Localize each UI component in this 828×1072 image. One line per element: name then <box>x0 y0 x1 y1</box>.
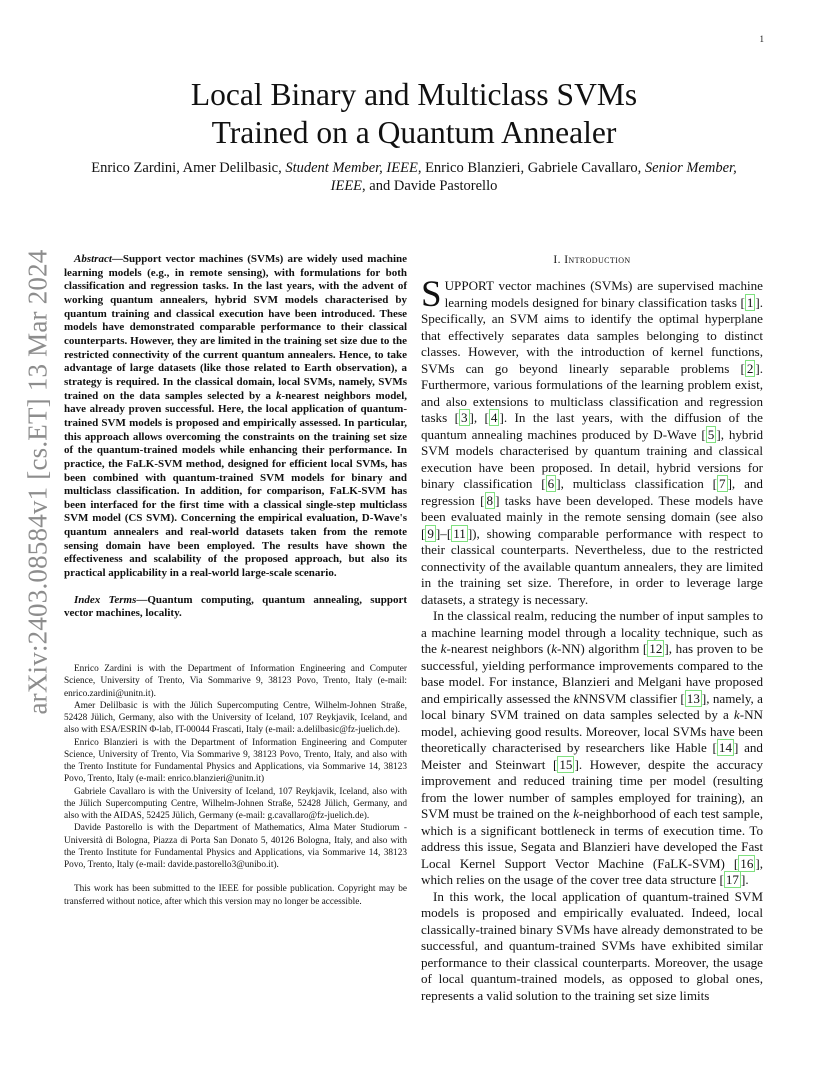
section-title: Introduction <box>564 254 631 266</box>
paper-title <box>0 76 828 152</box>
index-terms-label: Index Terms <box>74 593 137 606</box>
citation-link[interactable]: 14 <box>718 740 733 755</box>
abstract-text: —Support vector machines (SVMs) are widely used machine learning models (e.g., in remote sensing), with formulations for both classification and regression tasks. In the last years, with the advent of working quantum annealers, hybrid SVM models characterised by quantum training and classical execution have been introduced. These models have demonstrated comparable performance to their classical counterparts. However, they are limited in the training set size due to the restricted connectivity of the current quantum annealers. Hence, to take advantage of large datasets (like those related to Earth observation), a strategy is required. In the classical domain, local SVMs, namely, SVMs trained on the data samples selected by a k-nearest neighbors model, have already proven successful. Here, the local application of quantum-trained SVM models is proposed and empirically assessed. In particular, this approach allows overcoming the constraints on the training set size of the quantum-trained models while enhancing their performance. In practice, the FaLK-SVM method, designed for efficient local SVMs, has been combined with quantum-trained SVM models for binary and multiclass classification. In addition, for comparison, FaLK-SVM has been interfaced for the first time with a classical single-step multiclass SVM model (CS SVM). Concerning the empirical evaluation, D-Wave's quantum annealers and real-world datasets taken from the remote sensing domain have been employed. The results have shown the effectiveness and scalability of the proposed approach, but also its practical applicability in a real-world large-scale scenario. <box>64 253 407 580</box>
abstract <box>64 253 407 581</box>
author-list-line-1: Enrico Zardini, Amer Delilbasic, Student Member, IEEE, Enrico Blanzieri, Gabriele Cavallaro, Senior Member, <box>91 160 737 176</box>
affiliation-delilbasic: Amer Delilbasic is with the Jülich Supercomputing Centre, Wilhelm-Johnen Straße, 52428 Jülich, Germany, also with the University of Iceland, 107 Reykjavik, Iceland, and also with ESA/ESRIN Φ-lab, IT-00044 Frascati, Italy (e-mail: a.delilbasic@fz-juelich.de). <box>64 700 407 736</box>
citation-link[interactable]: 17 <box>725 872 739 887</box>
affiliation-cavallaro: Gabriele Cavallaro is with the University of Iceland, 107 Reykjavik, Iceland, also with the Jülich Supercomputing Centre, Wilhelm-Johnen Straße, 52428 Jülich, Germany, and also with the AIDAS, 52425 Jülich, Germany (e-mail: g.cavallaro@fz-juelich.de). <box>64 786 407 822</box>
right-column <box>421 253 763 1004</box>
intro-paragraph-2: In the classical realm, reducing the number of input samples to a machine learning model through a locality technique, such as the k-nearest neighbors (k-NN) algorithm [ 12 ], has proven to be successful, yielding performance improvements compared to the base model. For instance, Blanzieri and Melgani have proposed and empirically assessed the kNNSVM classifier [ 13 ], namely, a local binary SVM trained on data samples selected by a k-NN model, achieving good results. Moreover, local SVMs have been theoretically characterised by researchers like Hable [ 14 ] and Meister and Steinwart [ 15 ]. However, despite the accuracy improvement and reduced training time per model (resulting from the lower number of samples employed for training), an SVM must be trained on the k-neighborhood of each test sample, which is a significant bottleneck in terms of execution time. To address this issue, Segata and Blanzieri have developed the Fast Local Kernel Support Vector Machine (FaLK-SVM) [ 16 ], which relies on the usage of the cover tree data structure [ 17 ]. <box>421 608 764 887</box>
index-terms <box>64 594 407 621</box>
affiliation-zardini: Enrico Zardini is with the Department of Information Engineering and Computer Science, University of Trento, Via Sommarive 9, 38123 Povo, Trento, Italy (e-mail: enrico.zardini@unitn.it). <box>64 664 407 699</box>
citation-link[interactable]: 16 <box>740 855 754 871</box>
affiliation-blanzieri: Enrico Blanzieri is with the Department of Information Engineering and Computer Science, University of Trento, Via Sommarive 9, 38123 Povo, Trento, Italy, and also with the Trento Institute for Fundamental Physics and Applications, via Sommarive 14, 38123 Povo, Trento, Italy (e-mail: enrico.blanzieri@unitn.it) <box>64 737 407 785</box>
paper-title-line-1: Local Binary and Multiclass SVMs <box>190 77 638 112</box>
author-list-line-2: IEEE, and Davide Pastorello <box>330 178 498 194</box>
index-terms-text: —Quantum computing, quantum annealing, support vector machines, locality. <box>64 593 407 620</box>
intro-paragraph-1 <box>421 274 764 608</box>
author-affiliations <box>64 663 407 871</box>
author-list <box>64 159 764 195</box>
citation-link[interactable]: 7 <box>719 476 726 491</box>
citation-link[interactable]: 6 <box>547 476 555 491</box>
intro-paragraph-1-text: UPPORT vector machines (SVMs) are supervised machine learning models designed for binary classification tasks [ 1 ]. Specifically, an SVM aims to identify the optimal hyperplane that effectively separates data samples belonging to distinct classes. However, with the introduction of kernel functions, SVMs can go beyond linearly separable problems [ 2 ]. Furthermore, various formulations of the learning problem exist, and also extensions to multiclass classification and regression tasks [ 3 ], [ 4 ]. In the last years, with the diffusion of the quantum annealing machines produced by D-Wave [ 5 ], hybrid SVM models characterised by quantum training and classical execution have been proposed. In detail, hybrid versions for binary classification [ 6 ], multiclass classification [ 7 ], and regression [ 8 ] tasks have been developed. These models have been evaluated mainly in the remote sensing domain (see also [ 9 ]–[ 11 ]), showing comparable performance with respect to their classical counterparts. Nevertheless, due to the restricted connectivity of the available quantum annealers, they are limited in the training set size. Therefore, in order to leverage large datasets, a strategy is necessary. <box>421 278 764 607</box>
citation-link[interactable]: 9 <box>427 525 434 541</box>
section-number: I. <box>553 254 561 266</box>
arxiv-identifier-stamp <box>20 249 56 715</box>
citation-link[interactable]: 5 <box>707 426 715 442</box>
citation-link[interactable]: 11 <box>453 525 466 541</box>
citation-link[interactable]: 3 <box>460 410 468 425</box>
citation-link[interactable]: 15 <box>559 756 573 772</box>
affiliation-pastorello: Davide Pastorello is with the Department of Mathematics, Alma Mater Studiorum - Università di Bologna, Piazza di Porta San Donato 5, 40126 Bologna, Italy, and also with the Trento Institute for Fundamental Physics and Applications, via Sommarive 14, 38123 Povo, Trento, Italy (e-mail: davide.pastorello3@unibo.it). <box>64 823 407 871</box>
citation-link[interactable]: 13 <box>686 690 700 706</box>
citation-link[interactable]: 2 <box>746 360 754 376</box>
paper-title-line-2: Trained on a Quantum Annealer <box>211 115 617 150</box>
section-heading-introduction <box>421 253 763 267</box>
arxiv-identifier-text: arXiv:2403.08584v1 [cs.ET] 13 Mar 2024 <box>22 249 53 715</box>
left-column <box>64 253 407 908</box>
page-number: 1 <box>759 34 764 44</box>
ieee-submission-notice: This work has been submitted to the IEEE for possible publication. Copyright may be transferred without notice, after which this version may no longer be accessible. <box>64 884 407 907</box>
abstract-label: Abstract <box>74 253 112 265</box>
intro-paragraph-3: In this work, the local application of quantum-trained SVM models is proposed and empirically evaluated. Indeed, local classically-trained binary SVMs have already demonstrated to be successful, and quantum-trained SVMs have exhibited similar performance to their classical counterparts. Moreover, the usage of local quantum-trained models, as opposed to global ones, represents a valid solution to the training set size limits <box>421 888 763 1003</box>
citation-link[interactable]: 4 <box>490 410 498 425</box>
citation-link[interactable]: 1 <box>746 294 754 310</box>
citation-link[interactable]: 12 <box>649 641 663 656</box>
citation-link[interactable]: 8 <box>486 492 494 508</box>
drop-cap-letter: S <box>421 274 442 315</box>
